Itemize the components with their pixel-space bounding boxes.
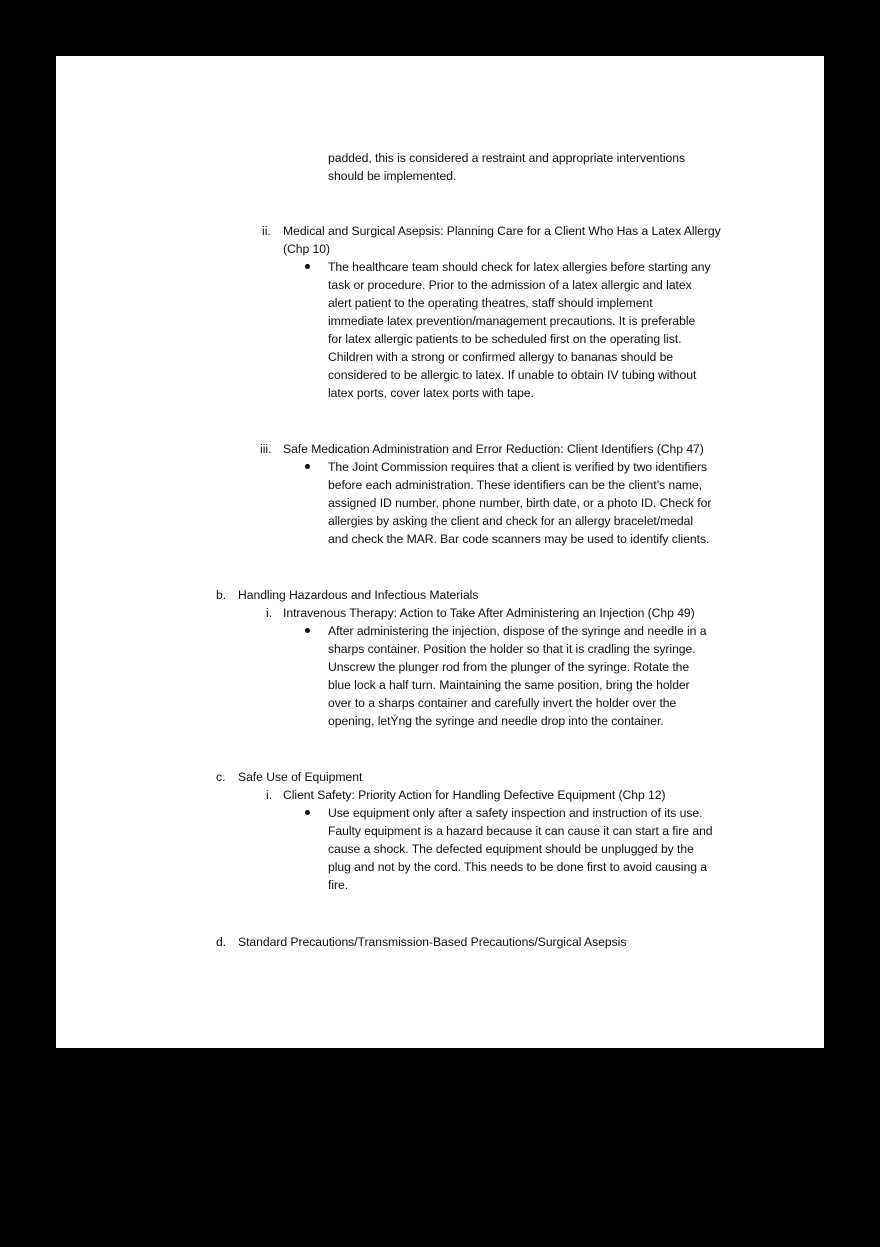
section-b-sub-heading: Intravenous Therapy: Action to Take After Administering an Injection (Chp 49) xyxy=(283,606,695,620)
section-c-bullet-line: fire. xyxy=(328,878,349,892)
item-ii-heading: Medical and Surgical Asepsis: Planning Care for a Client Who Has a Latex Allergy xyxy=(283,224,721,238)
item-ii-heading: (Chp 10) xyxy=(283,242,331,256)
list-marker-b: b. xyxy=(216,588,227,602)
bullet-icon xyxy=(305,264,310,269)
section-b-bullet-line: blue lock a half turn. Maintaining the same position, bring the holder xyxy=(328,678,690,692)
list-marker-iii: iii. xyxy=(260,442,272,456)
continuation-line: should be implemented. xyxy=(328,169,457,183)
bullet-icon xyxy=(305,464,310,469)
list-marker-c-i: i. xyxy=(266,788,273,802)
item-ii-bullet-line: considered to be allergic to latex. If unable to obtain IV tubing without xyxy=(328,368,697,382)
list-marker-c: c. xyxy=(216,770,226,784)
bullet-icon xyxy=(305,810,310,815)
document-page xyxy=(56,56,824,1048)
item-iii-bullet-line: allergies by asking the client and check for an allergy bracelet/medal xyxy=(328,514,694,528)
item-ii-bullet-line: latex ports, cover latex ports with tape. xyxy=(328,386,534,400)
list-marker-b-i: i. xyxy=(266,606,273,620)
section-b-bullet-line: sharps container. Position the holder so that it is cradling the syringe. xyxy=(328,642,696,656)
section-c-bullet-line: Faulty equipment is a hazard because it can cause it can start a fire and xyxy=(328,824,713,838)
section-b-bullet-line: opening, letÝng the syringe and needle drop into the container. xyxy=(328,714,664,728)
item-iii-bullet-line: and check the MAR. Bar code scanners may be used to identify clients. xyxy=(328,532,710,546)
item-ii-bullet-line: alert patient to the operating theatres, staff should implement xyxy=(328,296,653,310)
item-iii-bullet-line: before each administration. These identifiers can be the client’s name, xyxy=(328,478,703,492)
item-iii-bullet-line: The Joint Commission requires that a client is verified by two identifiers xyxy=(328,460,708,474)
list-marker-ii: ii. xyxy=(262,224,271,238)
bullet-icon xyxy=(305,628,310,633)
list-marker-d: d. xyxy=(216,935,227,949)
section-b-bullet-line: over to a sharps container and carefully invert the holder over the xyxy=(328,696,677,710)
item-ii-bullet-line: immediate latex prevention/management precautions. It is preferable xyxy=(328,314,696,328)
section-c-bullet-line: plug and not by the cord. This needs to be done first to avoid causing a xyxy=(328,860,707,874)
section-c-sub-heading: Client Safety: Priority Action for Handling Defective Equipment (Chp 12) xyxy=(283,788,666,802)
section-c-bullet-line: Use equipment only after a safety inspection and instruction of its use. xyxy=(328,806,703,820)
item-ii-bullet-line: task or procedure. Prior to the admission of a latex allergic and latex xyxy=(328,278,692,292)
item-iii-bullet-line: assigned ID number, phone number, birth date, or a photo ID. Check for xyxy=(328,496,712,510)
continuation-line: padded, this is considered a restraint and appropriate interventions xyxy=(328,151,686,165)
section-d-heading: Standard Precautions/Transmission-Based Precautions/Surgical Asepsis xyxy=(238,935,627,949)
section-c-heading: Safe Use of Equipment xyxy=(238,770,363,784)
section-b-heading: Handling Hazardous and Infectious Materials xyxy=(238,588,479,602)
item-ii-bullet-line: Children with a strong or confirmed allergy to bananas should be xyxy=(328,350,674,364)
item-ii-bullet-line: The healthcare team should check for latex allergies before starting any xyxy=(328,260,711,274)
section-b-bullet-line: Unscrew the plunger rod from the plunger of the syringe. Rotate the xyxy=(328,660,690,674)
item-iii-heading: Safe Medication Administration and Error Reduction: Client Identifiers (Chp 47) xyxy=(283,442,704,456)
section-c-bullet-line: cause a shock. The defected equipment should be unplugged by the xyxy=(328,842,694,856)
item-ii-bullet-line: for latex allergic patients to be scheduled first on the operating list. xyxy=(328,332,682,346)
section-b-bullet-line: After administering the injection, dispose of the syringe and needle in a xyxy=(328,624,707,638)
